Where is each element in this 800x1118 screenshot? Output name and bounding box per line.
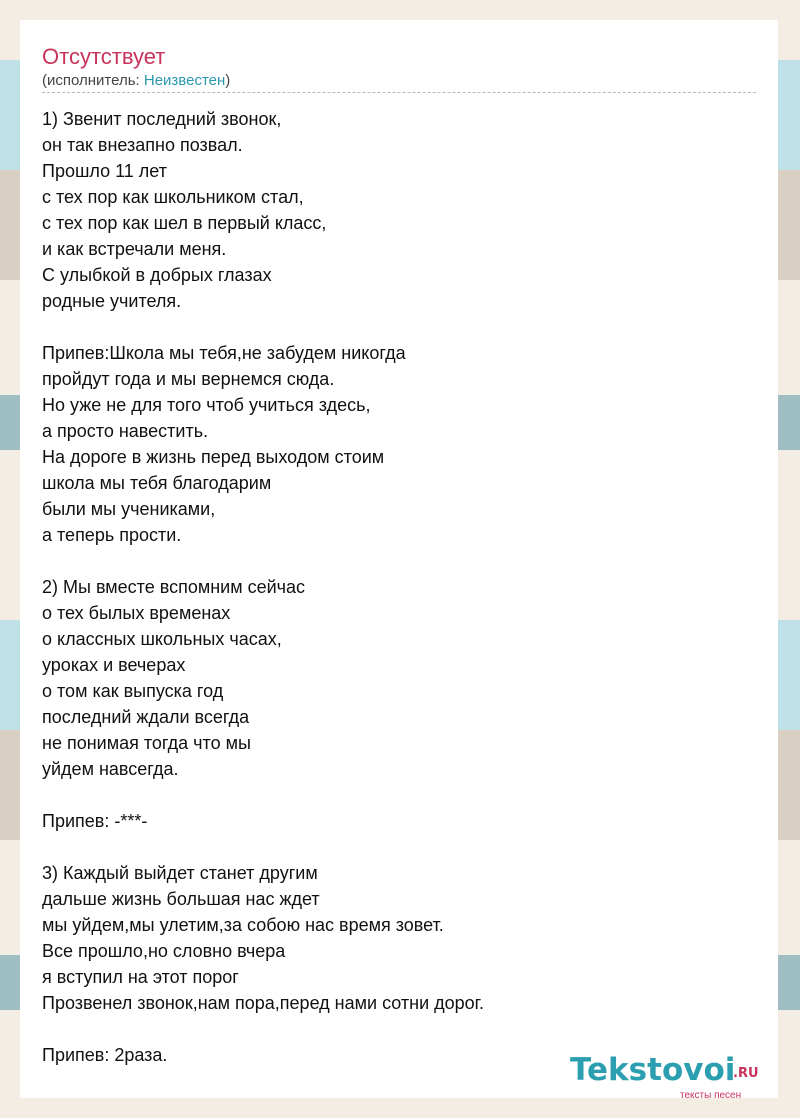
lyric-line: С улыбкой в добрых глазах: [42, 265, 272, 285]
lyric-line: Припев:Школа мы тебя,не забудем никогда: [42, 343, 406, 363]
lyrics-text: [42, 106, 756, 1068]
performer-suffix: ): [225, 72, 231, 89]
lyric-line: о том как выпуска год: [42, 681, 224, 701]
stanza-gap: [42, 548, 756, 574]
lyric-line: Припев: -***-: [42, 811, 148, 831]
lyric-line: он так внезапно позвал.: [42, 135, 243, 155]
lyric-line: я вступил на этот порог: [42, 967, 239, 987]
lyric-line: Все прошло,но словно вчера: [42, 941, 286, 961]
logo-domain-suffix: .RU: [733, 1066, 759, 1081]
lyric-line: Прошло 11 лет: [42, 161, 167, 181]
lyric-line: и как встречали меня.: [42, 239, 227, 259]
lyric-line: были мы учениками,: [42, 499, 216, 519]
lyric-line: с тех пор как школьником стал,: [42, 187, 304, 207]
stanza-gap: [42, 1016, 756, 1042]
lyric-line: а теперь прости.: [42, 525, 182, 545]
lyric-line: пройдут года и мы вернемся сюда.: [42, 369, 335, 389]
lyric-line: а просто навестить.: [42, 421, 209, 441]
lyric-line: о тех былых временах: [42, 603, 231, 623]
lyric-line: уроках и вечерах: [42, 655, 186, 675]
lyric-line: 1) Звенит последний звонок,: [42, 109, 282, 129]
lyric-line: не понимая тогда что мы: [42, 733, 251, 753]
stanza-gap: [42, 834, 756, 860]
lyric-line: мы уйдем,мы улетим,за собою нас время зовет.: [42, 915, 444, 935]
lyric-line: 3) Каждый выйдет станет другим: [42, 863, 318, 883]
lyric-line: На дороге в жизнь перед выходом стоим: [42, 447, 385, 467]
lyric-line: Но уже не для того чтоб учиться здесь,: [42, 395, 371, 415]
dashed-divider: [42, 92, 756, 93]
performer-link[interactable]: Неизвестен: [143, 72, 226, 89]
lyric-line: с тех пор как шел в первый класс,: [42, 213, 327, 233]
lyric-line: школа мы тебя благодарим: [42, 473, 272, 493]
performer-prefix: (исполнитель:: [42, 72, 144, 89]
lyric-line: уйдем навсегда.: [42, 759, 179, 779]
lyric-line: дальше жизнь большая нас ждет: [42, 889, 320, 909]
site-logo[interactable]: [570, 1052, 800, 1112]
stanza-gap: [42, 314, 756, 340]
performer-line: [42, 72, 230, 89]
lyrics-sheet: [20, 20, 778, 1098]
song-title: Отсутствует: [42, 44, 166, 69]
lyric-line: 2) Мы вместе вспомним сейчас: [42, 577, 306, 597]
lyric-line: о классных школьных часах,: [42, 629, 282, 649]
logo-wordmark: Tekstovoi: [570, 1052, 736, 1088]
lyric-line: родные учителя.: [42, 291, 182, 311]
lyric-line: последний ждали всегда: [42, 707, 250, 727]
lyric-line: Прозвенел звонок,нам пора,перед нами сотни дорог.: [42, 993, 485, 1013]
logo-tagline: тексты песен: [680, 1090, 742, 1101]
lyric-line: Припев: 2раза.: [42, 1045, 168, 1065]
stanza-gap: [42, 782, 756, 808]
